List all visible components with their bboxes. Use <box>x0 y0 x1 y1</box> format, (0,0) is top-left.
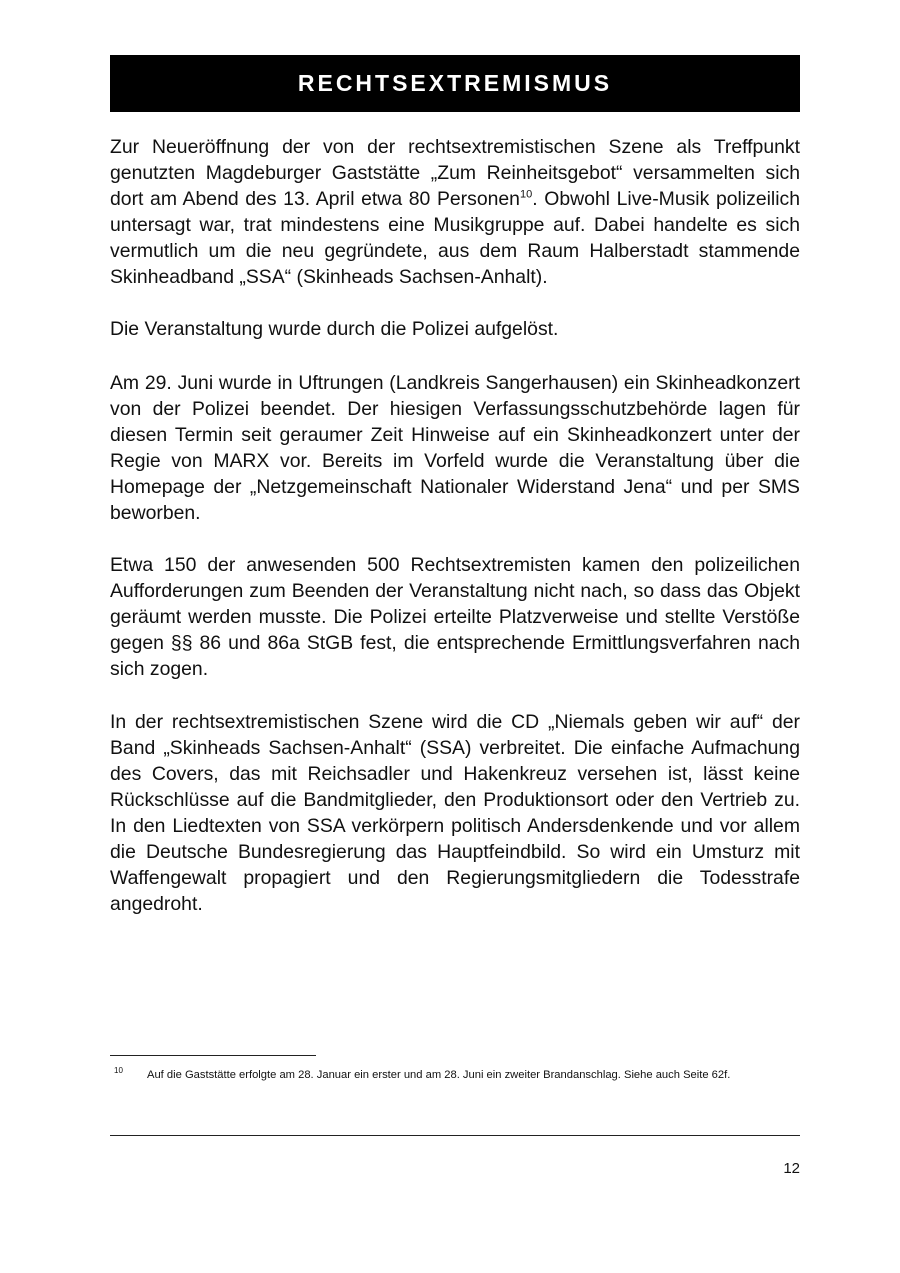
paragraph-4: Etwa 150 der anwesenden 500 Rechtsextremisten kamen den polizeilichen Aufforderungen zum Beenden der Veranstaltung nicht nach, so dass das Objekt geräumt werden musste. Die Polizei erteilte Platzverweise und stellte Verstöße gegen §§ 86 und 86a StGB fest, die entsprechende Ermittlungsverfahren nach sich zogen. <box>110 554 800 680</box>
paragraph-1 <box>110 134 800 290</box>
footnote-text: Auf die Gaststätte erfolgte am 28. Januar ein erster und am 28. Juni ein zweiter Brandanschlag. Siehe auch Seite 62f. <box>147 1069 731 1081</box>
page-number: 12 <box>783 1160 800 1177</box>
paragraph-5: In der rechtsextremistischen Szene wird die CD „Niemals geben wir auf“ der Band „Skinheads Sachsen-Anhalt“ (SSA) verbreitet. Die einfache Aufmachung des Covers, das mit Reichsadler und Hakenkreuz versehen ist, lässt keine Rückschlüsse auf die Bandmitglieder, den Produktionsort oder den Vertrieb zu. In den Liedtexten von SSA verkörpern politisch Andersdenkende und vor allem die Deutsche Bundesregierung das Hauptfeindbild. So wird ein Umsturz mit Waffengewalt propagiert und den Regierungsmitgliedern die Todesstrafe angedroht. <box>110 711 800 915</box>
paragraph-2: Die Veranstaltung wurde durch die Polizei aufgelöst. <box>110 318 559 340</box>
paragraph-1-text: Zur Neueröffnung der von der rechtsextremistischen Szene als Treffpunkt genutzten Magdeburger Gaststätte „Zum Reinheitsgebot“ versammelten sich dort am Abend des 13. April etwa 80 Personen <box>110 136 800 210</box>
paragraph-1-tail: . Obwohl Live-Musik polizeilich untersagt war, trat mindestens eine Musikgruppe auf. Dabei handelte es sich vermutlich um die neu gegründete, aus dem Raum Halberstadt stammende Skinheadband „SSA“ (Skinheads Sachsen-Anhalt). <box>110 188 801 288</box>
section-header <box>110 55 800 112</box>
footnote-reference: 10 <box>519 188 533 201</box>
page-bottom-rule <box>110 1135 800 1136</box>
footnote-number: 10 <box>114 1066 123 1075</box>
section-title: RECHTSEXTREMISMUS <box>297 70 613 96</box>
paragraph-3: Am 29. Juni wurde in Uftrungen (Landkreis Sangerhausen) ein Skinheadkonzert von der Polizei beendet. Der hiesigen Verfassungsschutzbehörde lagen für diesen Termin seit geraumer Zeit Hinweise auf ein Skinheadkonzert unter der Regie von MARX vor. Bereits im Vorfeld wurde die Veranstaltung über die Homepage der „Netzgemeinschaft Nationaler Widerstand Jena“ und per SMS beworben. <box>110 372 800 524</box>
footnote-separator <box>110 1055 316 1056</box>
